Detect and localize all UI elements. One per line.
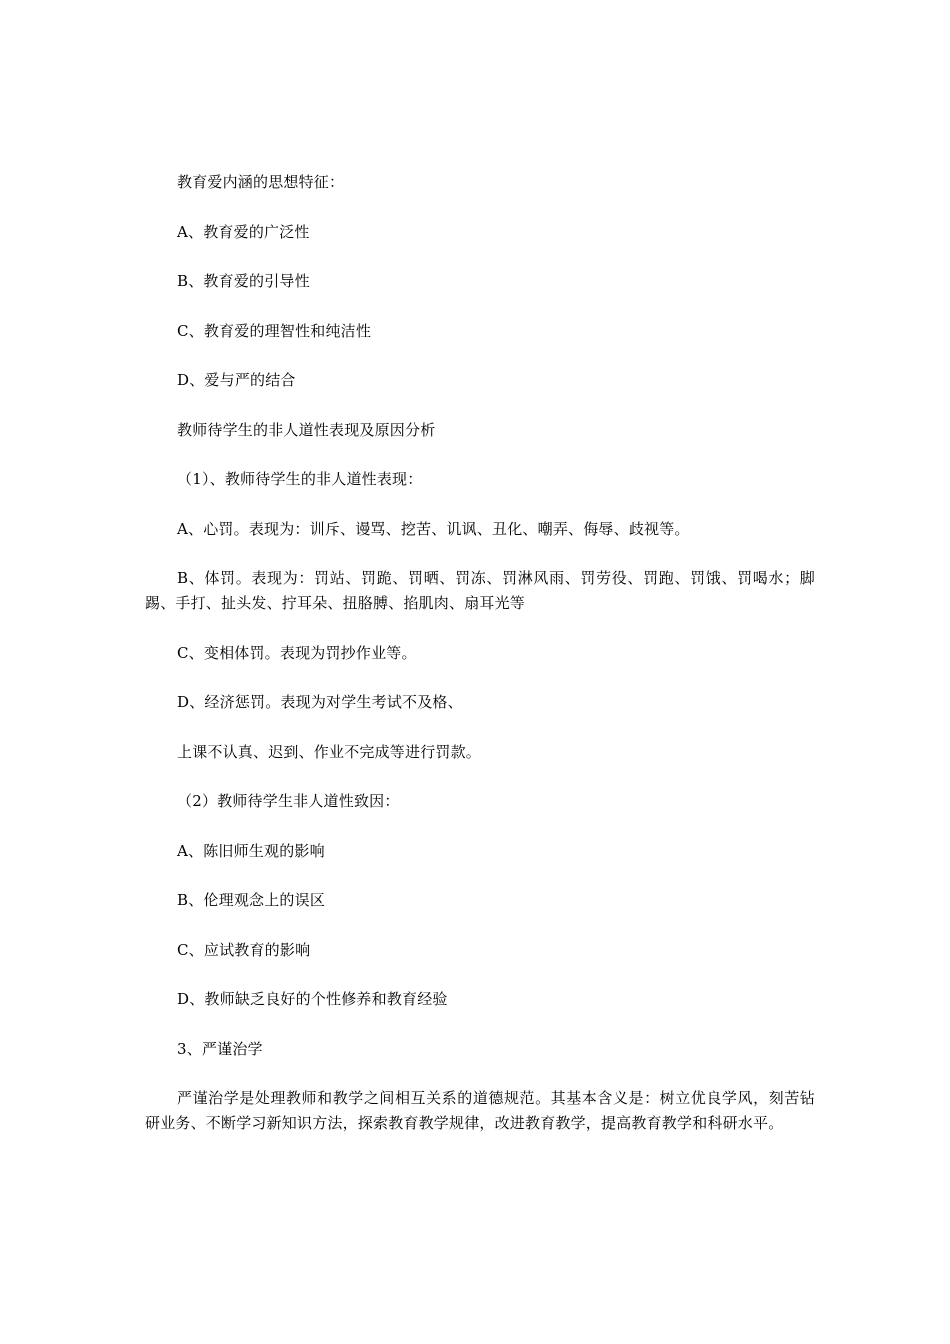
paragraph-subheading-causes: （2）教师待学生非人道性致因： [177,792,400,810]
paragraph-subheading-manifestations: （1）、教师待学生的非人道性表现： [177,470,423,488]
paragraph-heading-rigorous: 3、严谨治学 [177,1039,263,1058]
paragraph-item: D、教师缺乏良好的个性修养和教育经验 [177,990,448,1008]
document-body [145,170,815,1161]
paragraph-item: D、爱与严的结合 [177,371,296,389]
paragraph-heading-features: 教育爱内涵的思想特征： [177,173,345,191]
paragraph-item: C、应试教育的影响 [177,940,311,959]
paragraph-item: B、伦理观念上的误区 [177,891,326,909]
paragraph-heading-inhumane: 教师待学生的非人道性表现及原因分析 [177,420,436,439]
paragraph-item: A、心罚。表现为：训斥、谩骂、挖苦、讥讽、丑化、嘲弄、侮辱、歧视等。 [177,519,690,538]
paragraph-body: 严谨治学是处理教师和教学之间相互关系的道德规范。其基本含义是：树立优良学风，刻苦钻研业务、不断学习新知识方法，探索教育教学规律，改进教育教学，提高教育教学和科研水平。 [145,1089,815,1132]
paragraph-item: A、陈旧师生观的影响 [177,841,325,860]
paragraph-item: B、教育爱的引导性 [177,272,310,290]
paragraph-item: A、教育爱的广泛性 [177,222,310,241]
paragraph-item: C、教育爱的理智性和纯洁性 [177,321,372,340]
paragraph-item: D、经济惩罚。表现为对学生考试不及格、 [177,693,463,711]
paragraph-item: B、体罚。表现为：罚站、罚跪、罚晒、罚冻、罚淋风雨、罚劳役、罚跑、罚饿、罚喝水；脚踢、手打、扯头发、拧耳朵、扭胳膊、掐肌肉、扇耳光等 [145,569,815,612]
paragraph-item-continued: 上课不认真、迟到、作业不完成等进行罚款。 [177,742,482,761]
paragraph-item: C、变相体罚。表现为罚抄作业等。 [177,643,417,662]
